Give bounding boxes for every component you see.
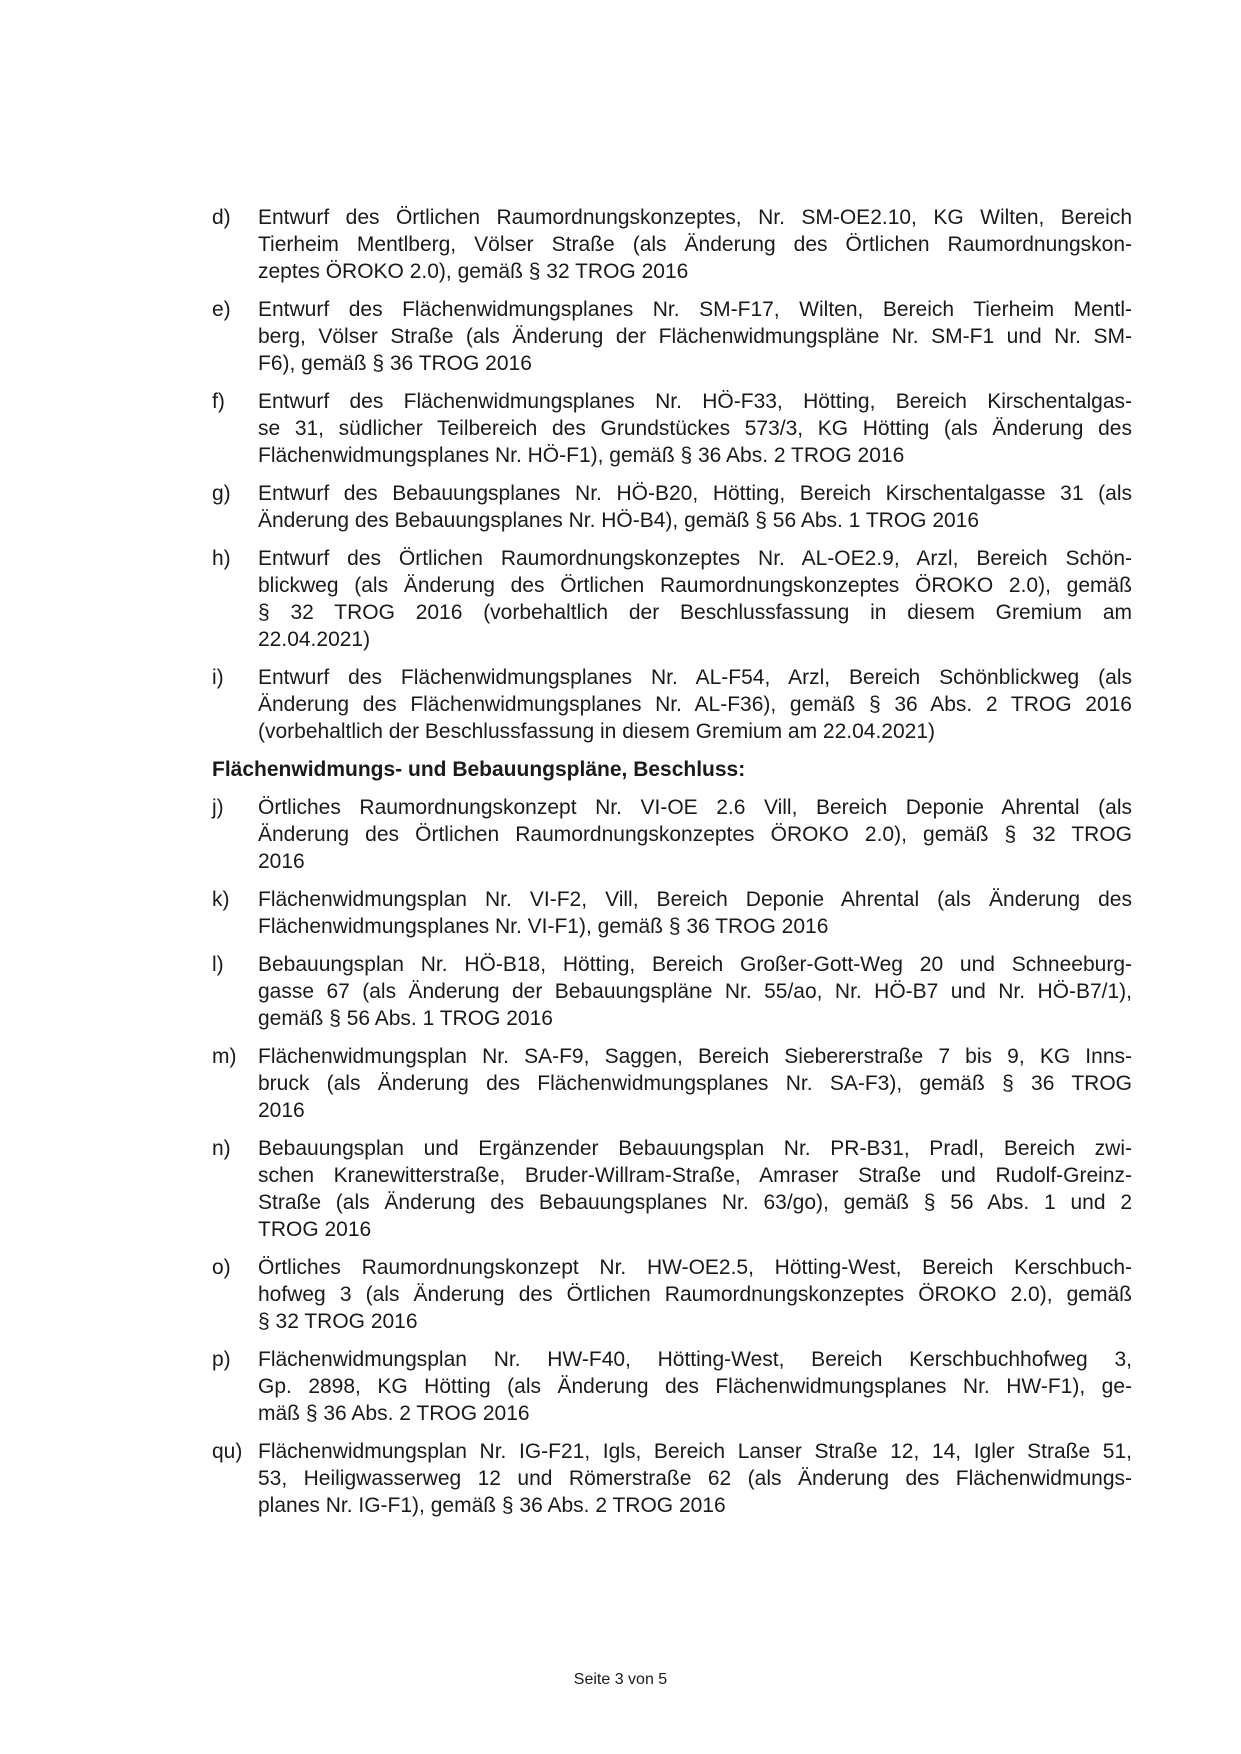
agenda-item-line: Gp. 2898, KG Hötting (als Änderung des Flächenwidmungsplanes Nr. HW-F1), ge- [258,1375,1132,1398]
agenda-item-label: h) [212,547,231,570]
agenda-item-line: Örtliches Raumordnungskonzept Nr. HW-OE2.5, Hötting-West, Bereich Kerschbuch- [258,1256,1132,1279]
agenda-item-line: zeptes ÖROKO 2.0), gemäß § 32 TROG 2016 [258,260,689,283]
agenda-item-line: berg, Völser Straße (als Änderung der Flächenwidmungspläne Nr. SM-F1 und Nr. SM- [258,325,1132,348]
agenda-item-line: 2016 [258,850,305,873]
agenda-item-line: F6), gemäß § 36 TROG 2016 [258,352,532,375]
agenda-item [212,1346,1132,1427]
agenda-item-line: Änderung des Örtlichen Raumordnungskonzeptes ÖROKO 2.0), gemäß § 32 TROG [258,823,1132,846]
agenda-item-line: Flächenwidmungsplanes Nr. HÖ-F1), gemäß § 36 Abs. 2 TROG 2016 [258,444,905,467]
agenda-item-text [258,951,1132,1032]
agenda-item-line: Änderung des Flächenwidmungsplanes Nr. AL-F36), gemäß § 36 Abs. 2 TROG 2016 [258,693,1132,716]
document-content [212,204,1132,1530]
agenda-item-text [258,1346,1132,1427]
agenda-item [212,664,1132,745]
agenda-item-line: Tierheim Mentlberg, Völser Straße (als Änderung des Örtlichen Raumordnungskon- [258,233,1132,256]
agenda-item-text [258,886,1132,940]
agenda-item-line: Änderung des Bebauungsplanes Nr. HÖ-B4), gemäß § 56 Abs. 1 TROG 2016 [258,509,980,532]
agenda-item-label: l) [212,953,224,976]
agenda-item-label: i) [212,666,224,689]
agenda-item-line: 2016 [258,1099,305,1122]
agenda-item-line: Entwurf des Bebauungsplanes Nr. HÖ-B20, Hötting, Bereich Kirschentalgasse 31 (als [258,482,1132,505]
agenda-item [212,951,1132,1032]
agenda-list-resolutions [212,794,1132,1519]
agenda-item-label: o) [212,1256,231,1279]
agenda-item-line: Entwurf des Flächenwidmungsplanes Nr. HÖ-F33, Hötting, Bereich Kirschentalgas- [258,390,1132,413]
agenda-item-text [258,794,1132,875]
agenda-item [212,388,1132,469]
agenda-item-line: Straße (als Änderung des Bebauungsplanes Nr. 63/go), gemäß § 56 Abs. 1 und 2 [258,1191,1132,1214]
agenda-item-line: bruck (als Änderung des Flächenwidmungsplanes Nr. SA-F3), gemäß § 36 TROG [258,1072,1132,1095]
agenda-item-label: n) [212,1137,231,1160]
agenda-item [212,1135,1132,1243]
agenda-item-line: Bebauungsplan und Ergänzender Bebauungsplan Nr. PR-B31, Pradl, Bereich zwi- [258,1137,1132,1160]
section-heading: Flächenwidmungs- und Bebauungspläne, Beschluss: [212,758,746,781]
agenda-item-label: m) [212,1045,237,1068]
agenda-item-line: mäß § 36 Abs. 2 TROG 2016 [258,1402,530,1425]
agenda-list-drafts [212,204,1132,745]
agenda-item-text [258,296,1132,377]
agenda-item-line: Örtliches Raumordnungskonzept Nr. VI-OE 2.6 Vill, Bereich Deponie Ahrental (als [258,796,1132,819]
agenda-item [212,296,1132,377]
agenda-item-line: schen Kranewitterstraße, Bruder-Willram-Straße, Amraser Straße und Rudolf-Greinz- [258,1164,1132,1187]
agenda-item-text [258,204,1132,285]
agenda-item-label: d) [212,206,231,229]
agenda-item-line: gasse 67 (als Änderung der Bebauungspläne Nr. 55/ao, Nr. HÖ-B7 und Nr. HÖ-B7/1), [258,980,1132,1003]
agenda-item-label: f) [212,390,225,413]
agenda-item-text [258,388,1132,469]
agenda-item-text [258,545,1132,653]
agenda-item-line: gemäß § 56 Abs. 1 TROG 2016 [258,1007,553,1030]
agenda-item-line: blickweg (als Änderung des Örtlichen Raumordnungskonzeptes ÖROKO 2.0), gemäß [258,574,1132,597]
agenda-item-line: Bebauungsplan Nr. HÖ-B18, Hötting, Bereich Großer-Gott-Weg 20 und Schneeburg- [258,953,1132,976]
agenda-item-line: 53, Heiligwasserweg 12 und Römerstraße 62 (als Änderung des Flächenwidmungs- [258,1467,1132,1490]
agenda-item-line: Flächenwidmungsplan Nr. HW-F40, Hötting-West, Bereich Kerschbuchhofweg 3, [258,1348,1132,1371]
agenda-item-line: Flächenwidmungsplan Nr. VI-F2, Vill, Bereich Deponie Ahrental (als Änderung des [258,888,1132,911]
agenda-item-line: (vorbehaltlich der Beschlussfassung in diesem Gremium am 22.04.2021) [258,720,935,743]
agenda-item-line: hofweg 3 (als Änderung des Örtlichen Raumordnungskonzeptes ÖROKO 2.0), gemäß [258,1283,1132,1306]
page-footer: Seite 3 von 5 [573,1671,668,1688]
agenda-item-line: Entwurf des Örtlichen Raumordnungskonzeptes Nr. AL-OE2.9, Arzl, Bereich Schön- [258,547,1132,570]
agenda-item-line: Flächenwidmungsplan Nr. SA-F9, Saggen, Bereich Siebererstraße 7 bis 9, KG Inns- [258,1045,1132,1068]
agenda-item [212,886,1132,940]
agenda-item-line: Flächenwidmungsplanes Nr. VI-F1), gemäß § 36 TROG 2016 [258,915,829,938]
agenda-item-text [258,1043,1132,1124]
agenda-item-text [258,480,1132,534]
agenda-item-line: se 31, südlicher Teilbereich des Grundstückes 573/3, KG Hötting (als Änderung des [258,417,1132,440]
agenda-item-text [258,1254,1132,1335]
agenda-item-line: TROG 2016 [258,1218,372,1241]
agenda-item [212,1254,1132,1335]
agenda-item-label: j) [212,796,224,819]
agenda-item-text [258,1438,1132,1519]
agenda-item-label: qu) [212,1440,243,1463]
agenda-item-text [258,1135,1132,1243]
agenda-item-line: planes Nr. IG-F1), gemäß § 36 Abs. 2 TROG 2016 [258,1494,726,1517]
agenda-item-label: e) [212,298,231,321]
agenda-item [212,480,1132,534]
agenda-item-label: g) [212,482,231,505]
agenda-item [212,1043,1132,1124]
agenda-item-line: Entwurf des Flächenwidmungsplanes Nr. AL-F54, Arzl, Bereich Schönblickweg (als [258,666,1132,689]
agenda-item-label: k) [212,888,230,911]
agenda-item-line: Entwurf des Flächenwidmungsplanes Nr. SM-F17, Wilten, Bereich Tierheim Mentl- [258,298,1132,321]
agenda-item-line: Entwurf des Örtlichen Raumordnungskonzeptes, Nr. SM-OE2.10, KG Wilten, Bereich [258,206,1132,229]
agenda-item-line: Flächenwidmungsplan Nr. IG-F21, Igls, Bereich Lanser Straße 12, 14, Igler Straße 51, [258,1440,1132,1463]
agenda-item [212,794,1132,875]
agenda-item-line: 22.04.2021) [258,628,371,651]
agenda-item-text [258,664,1132,745]
agenda-item [212,204,1132,285]
agenda-item [212,545,1132,653]
agenda-item-line: § 32 TROG 2016 [258,1310,418,1333]
agenda-item-line: § 32 TROG 2016 (vorbehaltlich der Beschlussfassung in diesem Gremium am [258,601,1132,624]
agenda-item-label: p) [212,1348,231,1371]
agenda-item [212,1438,1132,1519]
